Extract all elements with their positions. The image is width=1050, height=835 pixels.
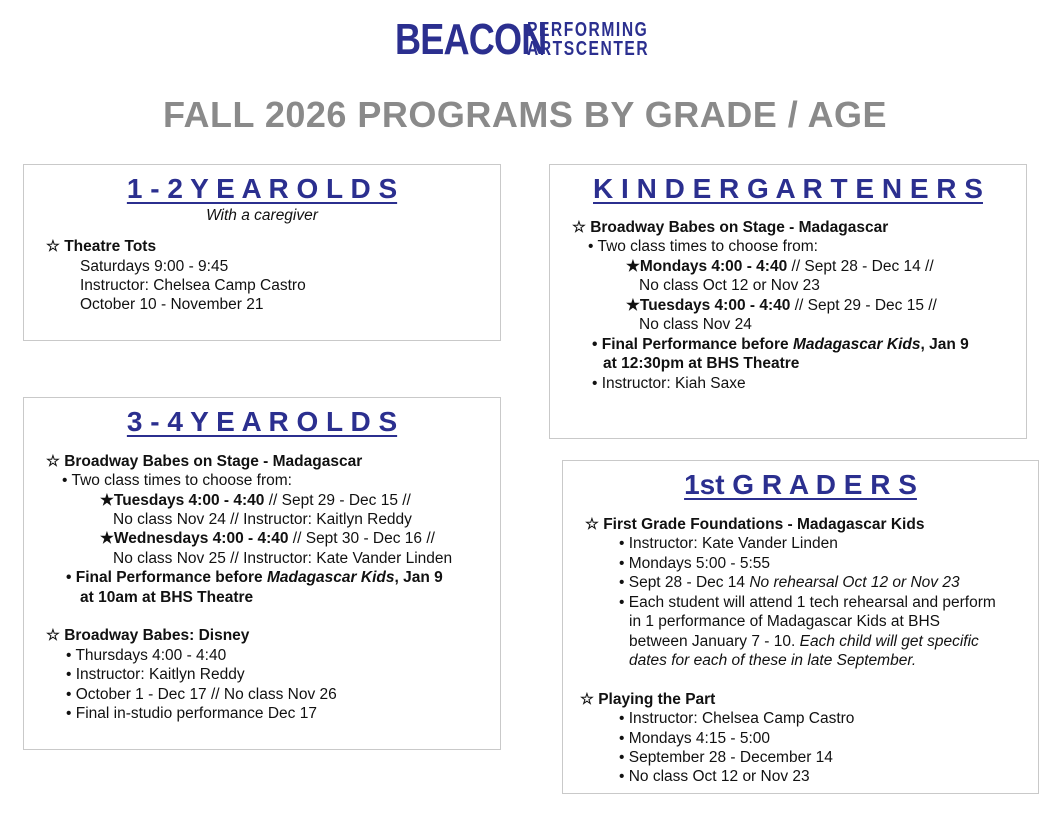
class-dates: // Sept 29 - Dec 15 // — [790, 297, 937, 314]
performance-note: Each child will get specific — [799, 633, 979, 650]
performance-date: , Jan 9 — [394, 569, 443, 586]
program-detail: No class Oct 12 or Nov 23 — [639, 277, 820, 294]
program-detail — [629, 632, 979, 651]
beacon-logo — [395, 16, 684, 64]
program-detail — [592, 335, 969, 354]
program-detail — [626, 257, 934, 276]
logo-line-2: ARTSCENTER — [527, 38, 650, 60]
box-1-2-year-olds — [23, 164, 501, 341]
class-dates: // Sept 29 - Dec 15 // — [264, 492, 411, 509]
program-detail: • Thursdays 4:00 - 4:40 — [66, 647, 227, 664]
class-dates: // Sept 30 - Dec 16 // — [288, 530, 435, 547]
class-time: ★Wednesdays 4:00 - 4:40 — [100, 530, 289, 547]
box-title: K I N D E R G A R T E N E R S — [593, 173, 983, 204]
program-detail: • Instructor: Kiah Saxe — [592, 375, 746, 392]
program-title: ☆ Playing the Part — [580, 691, 716, 708]
program-detail: • Instructor: Chelsea Camp Castro — [619, 710, 855, 727]
performance-show: Madagascar Kids — [266, 569, 395, 586]
program-detail — [626, 296, 937, 315]
performance-text: • Final Performance before — [66, 569, 267, 586]
program-detail: • Two class times to choose from: — [62, 472, 292, 489]
performance-show: Madagascar Kids — [792, 336, 921, 353]
program-detail: • Instructor: Kate Vander Linden — [619, 535, 838, 552]
program-detail: No class Nov 25 // Instructor: Kate Vander Linden — [113, 550, 453, 567]
box-title: 1st G R A D E R S — [684, 469, 917, 500]
program-detail: • Mondays 4:15 - 5:00 — [619, 730, 771, 747]
program-detail — [619, 573, 960, 592]
program-detail: in 1 performance of Madagascar Kids at BHS — [629, 613, 941, 630]
program-detail: • October 1 - Dec 17 // No class Nov 26 — [66, 686, 337, 703]
program-detail: at 10am at BHS Theatre — [80, 589, 254, 606]
program-detail: • Mondays 5:00 - 5:55 — [619, 555, 771, 572]
program-title: ☆ First Grade Foundations - Madagascar Kids — [585, 516, 925, 533]
box-title: 1 - 2 Y E A R O L D S — [126, 173, 398, 204]
program-detail: at 12:30pm at BHS Theatre — [603, 355, 800, 372]
program-detail: • September 28 - December 14 — [619, 749, 833, 766]
logo-subtitle — [527, 21, 684, 59]
program-detail — [66, 568, 443, 587]
box-kindergarteners — [549, 164, 1027, 439]
program-detail — [100, 529, 435, 548]
box-3-4-year-olds — [23, 397, 501, 750]
program-detail: Instructor: Chelsea Camp Castro — [80, 277, 306, 294]
program-title: ☆ Broadway Babes: Disney — [46, 627, 250, 644]
class-time: ★Tuesdays 4:00 - 4:40 — [626, 297, 791, 314]
program-title: ☆ Theatre Tots — [46, 238, 157, 255]
program-detail: No class Nov 24 // Instructor: Kaitlyn Reddy — [113, 511, 412, 528]
class-dates: // Sept 28 - Dec 14 // — [787, 258, 934, 275]
performance-text: • Final Performance before — [592, 336, 793, 353]
program-detail: No class Nov 24 — [639, 316, 752, 333]
box-1st-graders — [562, 460, 1039, 794]
program-detail — [100, 491, 411, 510]
logo-line-1: PERFORMING — [527, 19, 649, 41]
rehearsal-dates: • Sept 28 - Dec 14 — [619, 574, 750, 591]
program-detail: Saturdays 9:00 - 9:45 — [80, 258, 229, 275]
program-detail: • Each student will attend 1 tech rehearsal and perform — [619, 594, 996, 611]
logo-main-text: BEACON — [395, 15, 547, 64]
class-time: ★Mondays 4:00 - 4:40 — [626, 258, 788, 275]
class-time: ★Tuesdays 4:00 - 4:40 — [100, 492, 265, 509]
program-title: ☆ Broadway Babes on Stage - Madagascar — [572, 219, 889, 236]
page-title: FALL 2026 PROGRAMS BY GRADE / AGE — [163, 94, 887, 135]
program-detail: • Two class times to choose from: — [588, 238, 818, 255]
program-detail: • No class Oct 12 or Nov 23 — [619, 768, 810, 785]
performance-dates: between January 7 - 10. — [629, 633, 800, 650]
box-subtitle: With a caregiver — [206, 207, 318, 224]
program-detail: dates for each of these in late September. — [629, 652, 917, 669]
program-detail: October 10 - November 21 — [80, 296, 264, 313]
program-detail: • Instructor: Kaitlyn Reddy — [66, 666, 245, 683]
rehearsal-note: No rehearsal Oct 12 or Nov 23 — [749, 574, 960, 591]
performance-date: , Jan 9 — [920, 336, 969, 353]
program-detail: • Final in-studio performance Dec 17 — [66, 705, 317, 722]
program-title: ☆ Broadway Babes on Stage - Madagascar — [46, 453, 363, 470]
box-title: 3 - 4 Y E A R O L D S — [126, 406, 398, 437]
